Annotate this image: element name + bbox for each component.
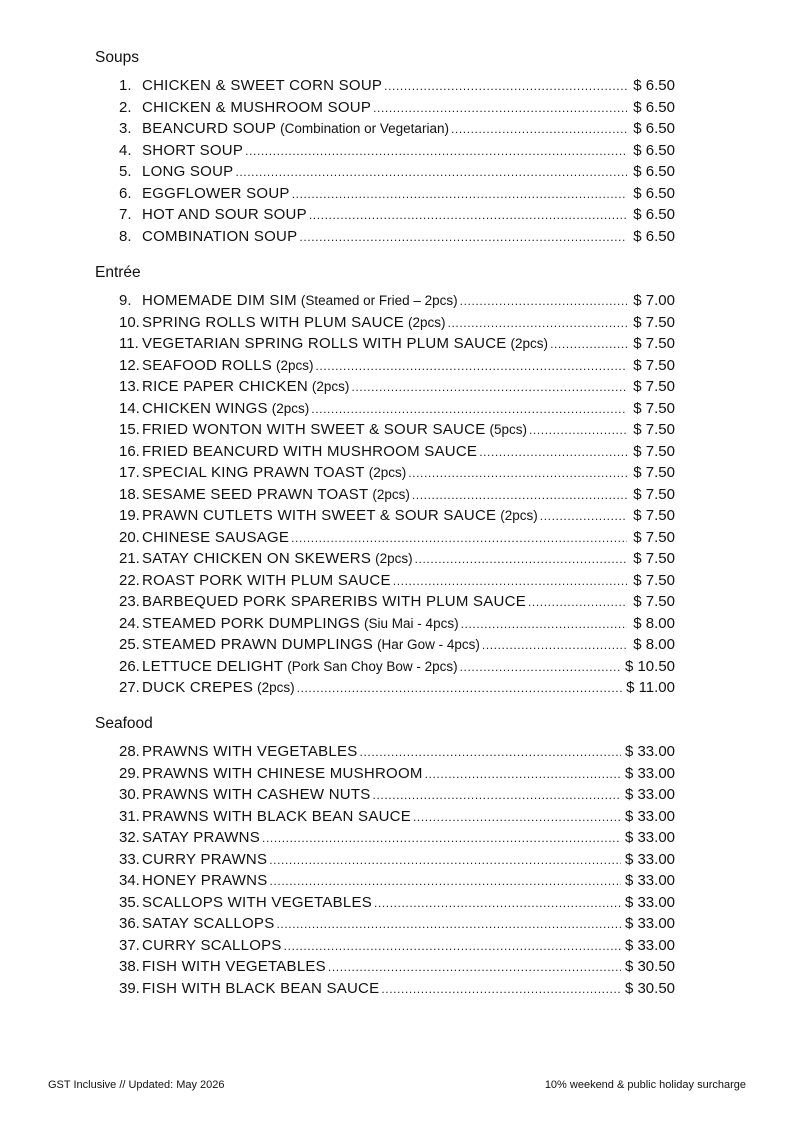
item-number: 6.	[119, 184, 132, 202]
item-price: $ 7.50	[633, 378, 675, 395]
item-price: $ 7.50	[633, 528, 675, 546]
dot-leader	[373, 98, 627, 119]
item-name: CHINESE SAUSAGE	[142, 528, 290, 546]
menu-item	[95, 935, 675, 957]
dot-leader	[415, 549, 627, 570]
menu-item	[95, 333, 675, 355]
dot-leader	[328, 957, 621, 978]
item-price: $ 7.50	[633, 571, 675, 589]
dot-leader	[413, 807, 621, 828]
item-price: $ 7.50	[633, 356, 675, 374]
item-number: 17.	[119, 464, 140, 481]
menu-item	[95, 656, 675, 678]
item-note: (Combination or Vegetarian)	[280, 121, 449, 136]
item-name: HOMEMADE DIM SIM	[142, 292, 297, 309]
item-number: 23.	[119, 593, 140, 610]
menu-item	[95, 118, 675, 140]
item-name: PRAWNS WITH VEGETABLES	[142, 743, 358, 760]
item-price: $ 6.50	[633, 120, 675, 137]
menu-item	[95, 226, 675, 248]
item-price: $ 6.50	[633, 227, 675, 245]
item-name: CHICKEN & SWEET CORN SOUP	[142, 77, 383, 94]
menu-item	[95, 741, 675, 763]
item-number: 5.	[119, 163, 132, 180]
menu-item	[95, 870, 675, 892]
dot-leader	[299, 227, 627, 248]
menu-item	[95, 161, 675, 183]
item-note: (2pcs)	[257, 680, 295, 695]
item-name: SEAFOOD ROLLS	[142, 356, 272, 374]
item-number: 39.	[119, 979, 140, 997]
item-name: LETTUCE DELIGHT	[142, 657, 284, 675]
item-price: $ 7.50	[633, 335, 675, 352]
item-note: (2pcs)	[368, 465, 407, 480]
menu-item	[95, 849, 675, 871]
item-price: $ 6.50	[633, 184, 675, 202]
dot-leader	[408, 463, 627, 484]
section-seafood	[95, 715, 675, 999]
item-number: 32.	[119, 829, 140, 846]
item-price: $ 33.00	[624, 764, 675, 782]
menu-item	[95, 290, 675, 312]
dot-leader	[412, 485, 627, 506]
item-number: 8.	[119, 227, 132, 245]
menu-list	[95, 75, 675, 247]
dot-leader	[315, 356, 627, 377]
item-number: 1.	[119, 77, 132, 94]
item-number: 33.	[119, 850, 140, 868]
dot-leader	[482, 635, 627, 656]
menu-item	[95, 183, 675, 205]
item-name: DUCK CREPES	[142, 679, 254, 696]
item-price: $ 6.50	[633, 98, 675, 116]
item-name: SESAME SEED PRAWN TOAST	[142, 485, 369, 503]
dot-leader	[235, 162, 627, 183]
item-name: SHORT SOUP	[142, 141, 244, 159]
item-number: 21.	[119, 550, 140, 567]
item-name: SCALLOPS WITH VEGETABLES	[142, 893, 372, 911]
menu-item	[95, 140, 675, 162]
menu-list	[95, 741, 675, 999]
item-name: SATAY CHICKEN ON SKEWERS	[142, 550, 372, 567]
item-name: PRAWNS WITH BLACK BEAN SAUCE	[142, 807, 411, 825]
item-number: 18.	[119, 485, 140, 503]
menu-item	[95, 806, 675, 828]
item-note: (2pcs)	[408, 314, 446, 330]
item-note: (2pcs)	[510, 336, 549, 351]
item-name: FRIED BEANCURD WITH MUSHROOM SAUCE	[142, 442, 478, 460]
item-price: $ 7.50	[633, 442, 675, 460]
dot-leader	[393, 571, 627, 592]
item-number: 12.	[119, 356, 140, 374]
item-number: 36.	[119, 915, 140, 932]
dot-leader	[451, 119, 627, 140]
dot-leader	[461, 614, 627, 635]
menu-item	[95, 505, 675, 527]
item-name: BARBEQUED PORK SPARERIBS WITH PLUM SAUCE	[142, 593, 526, 610]
item-number: 13.	[119, 378, 140, 395]
item-number: 28.	[119, 743, 140, 760]
item-number: 9.	[119, 292, 132, 309]
item-price: $ 11.00	[626, 679, 675, 696]
menu-item	[95, 355, 675, 377]
item-price: $ 33.00	[624, 915, 675, 932]
menu-item	[95, 97, 675, 119]
item-note: (Siu Mai - 4pcs)	[364, 615, 459, 631]
menu-item	[95, 913, 675, 935]
menu-item	[95, 784, 675, 806]
item-name: COMBINATION SOUP	[142, 227, 298, 245]
item-name: FISH WITH VEGETABLES	[142, 958, 326, 975]
item-number: 3.	[119, 120, 132, 137]
dot-leader	[351, 377, 627, 398]
item-number: 29.	[119, 764, 140, 782]
dot-leader	[291, 528, 627, 549]
item-number: 26.	[119, 657, 140, 675]
item-name: HONEY PRAWNS	[142, 872, 268, 889]
menu-item	[95, 978, 675, 1000]
menu-item	[95, 827, 675, 849]
item-name: CHICKEN WINGS	[142, 399, 268, 417]
menu-item	[95, 462, 675, 484]
menu-item	[95, 312, 675, 334]
dot-leader	[360, 742, 621, 763]
item-number: 11.	[119, 335, 139, 352]
item-price: $ 33.00	[624, 872, 675, 889]
menu-item	[95, 634, 675, 656]
item-number: 25.	[119, 636, 140, 653]
item-price: $ 7.50	[633, 313, 675, 331]
item-name: FRIED WONTON WITH SWEET & SOUR SAUCE	[142, 421, 486, 438]
item-price: $ 7.50	[633, 464, 675, 481]
item-name: VEGETARIAN SPRING ROLLS WITH PLUM SAUCE	[142, 335, 507, 352]
menu-item	[95, 956, 675, 978]
item-note: (2pcs)	[271, 400, 310, 416]
item-price: $ 33.00	[624, 936, 675, 954]
item-name: STEAMED PRAWN DUMPLINGS	[142, 636, 374, 653]
item-price: $ 7.50	[633, 485, 675, 503]
footer-gst-note: GST Inclusive // Updated: May 2026	[48, 1079, 225, 1091]
item-number: 16.	[119, 442, 140, 460]
menu-item	[95, 376, 675, 398]
item-price: $ 7.50	[633, 507, 675, 524]
item-name: FISH WITH BLACK BEAN SAUCE	[142, 979, 380, 997]
item-price: $ 33.00	[624, 786, 675, 803]
item-price: $ 7.50	[633, 550, 675, 567]
dot-leader	[528, 592, 627, 613]
dot-leader	[540, 506, 627, 527]
menu-item	[95, 484, 675, 506]
item-name: PRAWNS WITH CASHEW NUTS	[142, 786, 371, 803]
item-name: SATAY PRAWNS	[142, 829, 261, 846]
item-price: $ 33.00	[624, 850, 675, 868]
item-number: 30.	[119, 786, 140, 803]
item-name: EGGFLOWER SOUP	[142, 184, 290, 202]
item-number: 38.	[119, 958, 140, 975]
item-note: (2pcs)	[372, 486, 410, 502]
item-number: 31.	[119, 807, 140, 825]
section-soups	[95, 49, 675, 247]
menu-item	[95, 441, 675, 463]
item-price: $ 6.50	[633, 141, 675, 159]
item-price: $ 30.50	[624, 979, 675, 997]
item-note: (Pork San Choy Bow - 2pcs)	[287, 658, 458, 674]
menu-item	[95, 75, 675, 97]
dot-leader	[381, 979, 621, 1000]
section-title: Entrée	[95, 264, 141, 281]
item-number: 34.	[119, 872, 140, 889]
dot-leader	[262, 828, 621, 849]
item-name: PRAWN CUTLETS WITH SWEET & SOUR SAUCE	[142, 507, 497, 524]
dot-leader	[311, 399, 627, 420]
dot-leader	[479, 442, 627, 463]
item-price: $ 33.00	[624, 829, 675, 846]
item-name: RICE PAPER CHICKEN	[142, 378, 308, 395]
menu-list	[95, 290, 675, 699]
menu-item	[95, 892, 675, 914]
dot-leader	[270, 871, 621, 892]
item-price: $ 7.50	[633, 399, 675, 417]
dot-leader	[269, 850, 621, 871]
item-price: $ 6.50	[633, 163, 675, 180]
item-name: CHICKEN & MUSHROOM SOUP	[142, 98, 372, 116]
dot-leader	[374, 893, 621, 914]
item-note: (2pcs)	[311, 379, 350, 394]
menu-item	[95, 204, 675, 226]
menu-item	[95, 419, 675, 441]
item-price: $ 10.50	[624, 657, 675, 675]
item-price: $ 8.00	[633, 614, 675, 632]
item-number: 35.	[119, 893, 140, 911]
item-price: $ 7.00	[633, 292, 675, 309]
dot-leader	[373, 785, 621, 806]
menu-item	[95, 677, 675, 699]
item-number: 10.	[119, 313, 140, 331]
item-number: 27.	[119, 679, 140, 696]
dot-leader	[550, 334, 627, 355]
section-title: Seafood	[95, 715, 153, 732]
item-note: (Har Gow - 4pcs)	[377, 637, 480, 652]
dot-leader	[284, 936, 621, 957]
item-number: 14.	[119, 399, 140, 417]
item-number: 7.	[119, 206, 132, 223]
item-name: BEANCURD SOUP	[142, 120, 277, 137]
item-number: 2.	[119, 98, 132, 116]
item-number: 37.	[119, 936, 140, 954]
section-title: Soups	[95, 49, 139, 66]
dot-leader	[384, 76, 627, 97]
item-number: 24.	[119, 614, 140, 632]
dot-leader	[529, 420, 627, 441]
item-note: (Steamed or Fried – 2pcs)	[300, 293, 458, 308]
item-name: STEAMED PORK DUMPLINGS	[142, 614, 361, 632]
item-price: $ 7.50	[633, 593, 675, 610]
item-price: $ 7.50	[633, 421, 675, 438]
item-number: 20.	[119, 528, 140, 546]
dot-leader	[292, 184, 627, 205]
item-name: PRAWNS WITH CHINESE MUSHROOM	[142, 764, 423, 782]
section-entree	[95, 264, 675, 699]
item-price: $ 6.50	[633, 77, 675, 94]
dot-leader	[425, 764, 621, 785]
item-price: $ 33.00	[624, 893, 675, 911]
dot-leader	[297, 678, 622, 699]
dot-leader	[309, 205, 627, 226]
menu-item	[95, 398, 675, 420]
item-note: (5pcs)	[489, 422, 527, 437]
menu-item	[95, 763, 675, 785]
dot-leader	[448, 313, 627, 334]
item-price: $ 33.00	[624, 743, 675, 760]
item-number: 22.	[119, 571, 140, 589]
dot-leader	[245, 141, 627, 162]
menu-item	[95, 570, 675, 592]
item-name: CURRY SCALLOPS	[142, 936, 282, 954]
dot-leader	[460, 657, 621, 678]
item-note: (2pcs)	[500, 508, 538, 523]
item-name: ROAST PORK WITH PLUM SAUCE	[142, 571, 391, 589]
item-name: SPRING ROLLS WITH PLUM SAUCE	[142, 313, 405, 331]
item-name: CURRY PRAWNS	[142, 850, 268, 868]
menu-item	[95, 591, 675, 613]
item-price: $ 6.50	[633, 206, 675, 223]
item-number: 19.	[119, 507, 140, 524]
menu-item	[95, 527, 675, 549]
item-price: $ 8.00	[633, 636, 675, 653]
item-price: $ 30.50	[624, 958, 675, 975]
item-note: (2pcs)	[375, 551, 413, 566]
item-number: 4.	[119, 141, 132, 159]
dot-leader	[276, 914, 621, 935]
item-name: LONG SOUP	[142, 163, 234, 180]
dot-leader	[460, 291, 627, 312]
menu-item	[95, 548, 675, 570]
menu-item	[95, 613, 675, 635]
item-price: $ 33.00	[624, 807, 675, 825]
footer-surcharge-note: 10% weekend & public holiday surcharge	[544, 1079, 746, 1091]
item-number: 15.	[119, 421, 140, 438]
item-name: SATAY SCALLOPS	[142, 915, 275, 932]
item-note: (2pcs)	[275, 357, 314, 373]
item-name: SPECIAL KING PRAWN TOAST	[142, 464, 365, 481]
item-name: HOT AND SOUR SOUP	[142, 206, 307, 223]
